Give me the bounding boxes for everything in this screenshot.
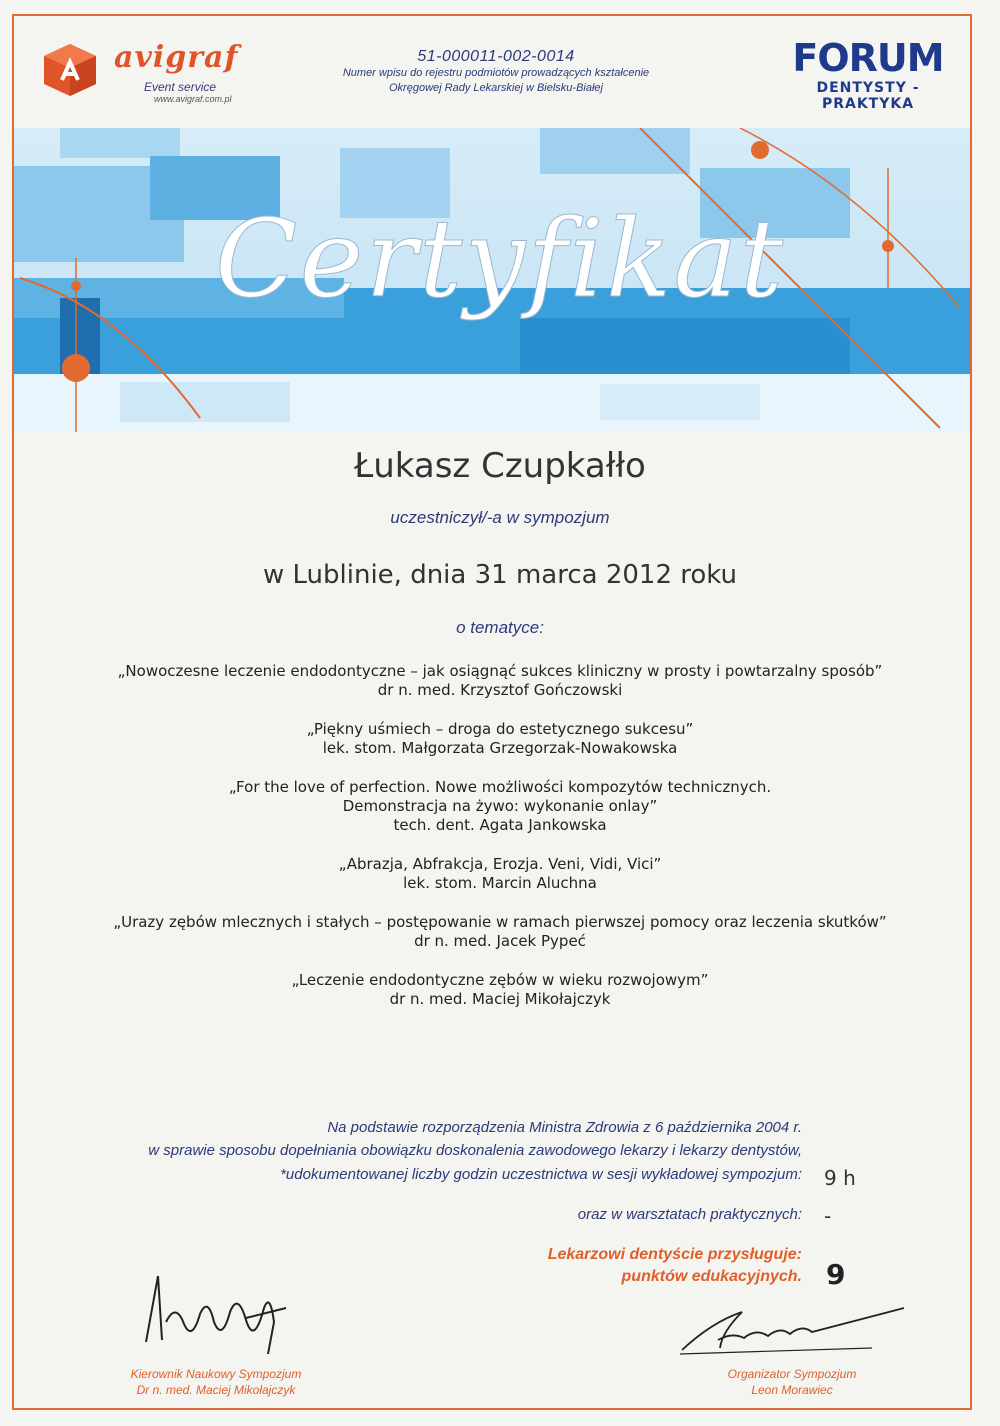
lecture-title: „For the love of perfection. Nowe możliwości kompozytów technicznych.: [228, 778, 772, 796]
lecture-title: „Nowoczesne leczenie endodontyczne – jak osiągnąć sukces kliniczny w prosty i powtarzalny sposób”: [117, 662, 883, 680]
lecture-speaker: dr n. med. Krzysztof Gończowski: [377, 681, 623, 699]
signature-right-person: Leon Morawiec: [751, 1383, 833, 1397]
banner-graphic: [0, 128, 1000, 432]
lecture-title: „Piękny uśmiech – droga do estetycznego sukcesu”: [306, 720, 694, 738]
hours-label: *udokumentowanej liczby godzin uczestnictwa w sesji wykładowej sympozjum:: [280, 1166, 802, 1183]
lecture-item: [0, 855, 1000, 893]
workshop-label: oraz w warsztatach praktycznych:: [577, 1206, 802, 1223]
certificate-title: Certyfikat: [214, 197, 786, 322]
lecture-speaker: lek. stom. Marcin Aluchna: [403, 874, 597, 892]
avigraf-url: www.avigraf.com.pl: [154, 94, 232, 104]
forum-name: FORUM: [792, 36, 944, 80]
forum-logo: [778, 36, 958, 112]
legal-line-1: Na podstawie rozporządzenia Ministra Zdrowia z 6 października 2004 r.: [327, 1119, 802, 1136]
lecture-title: „Urazy zębów mlecznych i stałych – postępowanie w ramach pierwszej pomocy oraz leczenia skutków”: [113, 913, 887, 931]
legal-line-2: w sprawie sposobu dopełniania obowiązku doskonalenia zawodowego lekarzy i lekarzy dentystów,: [148, 1142, 802, 1159]
topics-label: o tematyce:: [456, 618, 544, 637]
signature-right-role: Organizator Sympozjum: [727, 1367, 857, 1381]
lecture-list: [0, 662, 1000, 1029]
registry-info: [300, 48, 692, 96]
lecture-speaker: dr n. med. Maciej Mikołajczyk: [389, 990, 611, 1008]
signature-right-caption: [672, 1366, 912, 1398]
avigraf-logo: [40, 32, 260, 112]
signature-right: [672, 1292, 912, 1397]
avigraf-subtitle: Event service: [144, 80, 217, 94]
workshop-value: -: [824, 1204, 832, 1228]
lecture-item: [0, 913, 1000, 951]
lecture-item: [0, 971, 1000, 1009]
handwritten-signature-right: [672, 1292, 912, 1362]
lecture-speaker: lek. stom. Małgorzata Grzegorzak-Nowakowska: [322, 739, 678, 757]
legal-basis: [148, 1116, 802, 1162]
lecture-title: „Abrazja, Abfrakcja, Erozja. Veni, Vidi, Vici”: [338, 855, 662, 873]
handwritten-signature-left: [96, 1262, 336, 1362]
lecture-item: [0, 662, 1000, 700]
points-label-2: punktów edukacyjnych.: [621, 1268, 802, 1285]
signature-left-caption: [96, 1366, 336, 1398]
avigraf-name: avigraf: [114, 40, 239, 75]
lecture-speaker: dr n. med. Jacek Pypeć: [414, 932, 586, 950]
signature-left: [96, 1262, 336, 1397]
forum-subtitle: DENTYSTY - PRAKTYKA: [816, 80, 920, 112]
lecture-speaker: tech. dent. Agata Jankowska: [393, 816, 607, 834]
points-label-1: Lekarzowi dentyście przysługuje:: [547, 1246, 802, 1263]
signature-left-person: Dr n. med. Maciej Mikołajczyk: [136, 1383, 296, 1397]
lecture-title: „Leczenie endodontyczne zębów w wieku rozwojowym”: [291, 971, 709, 989]
lecture-item: [0, 720, 1000, 758]
registry-number: 51-000011-002-0014: [417, 48, 575, 65]
avigraf-cube-icon: [40, 40, 100, 100]
lecture-item: [0, 778, 1000, 835]
points-value: 9: [826, 1258, 846, 1291]
orange-dot-icon: [62, 354, 90, 382]
lecture-title-line-2: Demonstracja na żywo: wykonanie onlay”: [342, 797, 658, 815]
signature-left-role: Kierownik Naukowy Sympozjum: [130, 1367, 302, 1381]
recipient-name: Łukasz Czupkałło: [354, 446, 646, 486]
participation-text: uczestniczył/-a w sympozjum: [390, 508, 610, 527]
hours-value: 9 h: [824, 1166, 856, 1190]
place-date: w Lublinie, dnia 31 marca 2012 roku: [262, 560, 738, 590]
registry-line-2: Okręgowej Rady Lekarskiej w Bielsku-Białej: [389, 82, 603, 94]
title-banner: [0, 128, 1000, 432]
registry-line-1: Numer wpisu do rejestru podmiotów prowadzących kształcenie: [342, 67, 650, 79]
